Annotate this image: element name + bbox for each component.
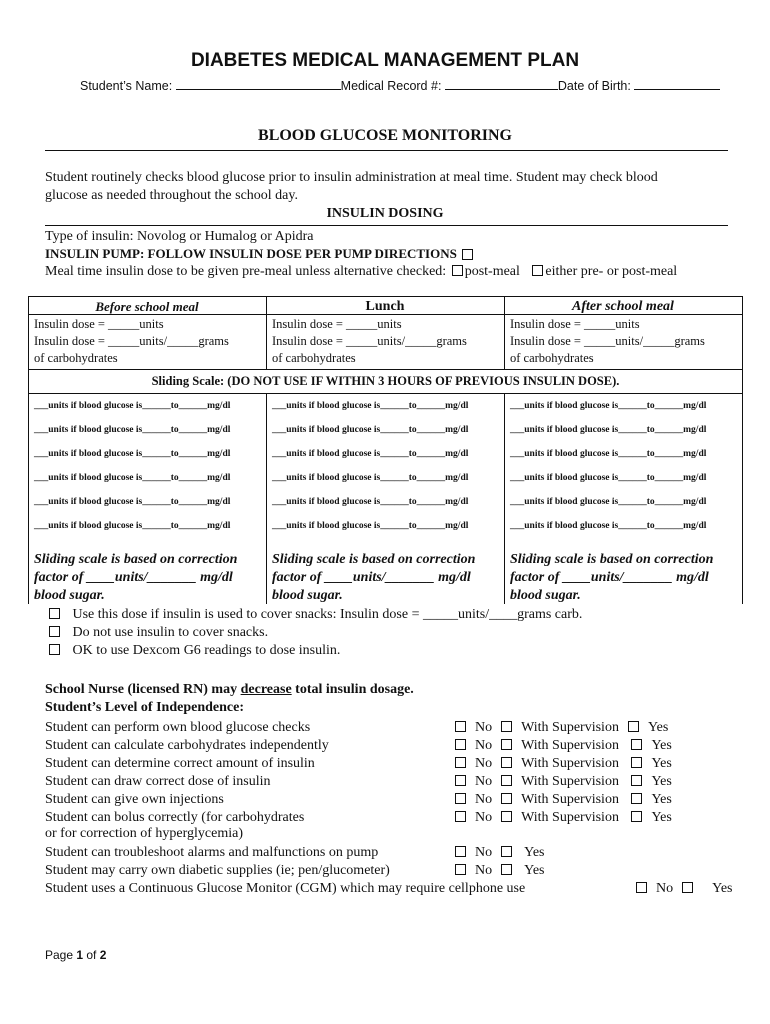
sliding-units-label: ___units if blood glucose is [510,401,619,411]
supplies-item: Student may carry own diabetic supplies (ie; pen/glucometer) [45,863,390,878]
supervision-label: With Supervision [521,774,619,789]
no-label: No [475,738,493,753]
no-checkbox[interactable] [636,882,647,893]
supervision-checkbox[interactable] [501,739,512,750]
correction-line: Sliding scale is based on correction [272,552,476,567]
correction-after [510,551,713,605]
sliding-to-label: ______to [618,401,655,411]
sliding-mgdl-label: ______mg/dl [178,521,231,531]
post-meal-label: post-meal [464,264,520,279]
no-checkbox[interactable] [455,793,466,804]
troubleshoot-options [453,845,544,861]
correction-line: factor of ____units/_______ mg/dl [510,570,709,585]
sliding-mgdl-label: ______mg/dl [654,473,707,483]
no-checkbox[interactable] [455,775,466,786]
yes-label: Yes [651,774,672,789]
yes-label: Yes [712,881,733,896]
either-label: either pre- or post-meal [545,264,678,279]
dob-field[interactable] [634,77,720,90]
yes-checkbox[interactable] [501,846,512,857]
no-checkbox[interactable] [455,864,466,875]
no-label: No [475,774,493,789]
sliding-to-label: ______to [618,497,655,507]
supervision-label: With Supervision [521,756,619,771]
supplies-options [453,863,544,879]
student-name-label: Student’s Name: [80,79,173,93]
monitoring-text-2: glucose as needed throughout the school day. [45,188,298,203]
yes-checkbox[interactable] [631,775,642,786]
correction-line: blood sugar. [510,588,581,603]
sliding-units-label: ___units if blood glucose is [34,401,143,411]
independence-item: Student can determine correct amount of insulin [45,756,315,771]
independence-item: Student can bolus correctly (for carbohydrates [45,810,305,825]
no-label: No [656,881,674,896]
monitoring-text-1: Student routinely checks blood glucose prior to insulin administration at meal time. Student may check blood [45,170,658,185]
student-name-field[interactable] [176,77,341,90]
sliding-scale-entry[interactable] [510,425,706,435]
no-checkbox[interactable] [455,846,466,857]
no-label: No [475,863,493,878]
table-border [28,394,29,604]
correction-line: blood sugar. [34,588,105,603]
correction-line: factor of ____units/_______ mg/dl [272,570,471,585]
meal-time-line [45,264,677,280]
sliding-to-label: ______to [380,473,417,483]
sliding-scale-entry[interactable] [272,401,468,411]
sliding-scale-entry[interactable] [510,497,706,507]
supervision-checkbox[interactable] [501,811,512,822]
sliding-to-label: ______to [618,425,655,435]
dose-line: Insulin dose = _____units/_____grams [34,334,229,348]
sliding-to-label: ______to [142,521,179,531]
dose-line: Insulin dose = _____units [272,317,402,331]
cgm-options [634,881,732,897]
sliding-mgdl-label: ______mg/dl [178,425,231,435]
sliding-scale-entry[interactable] [510,449,706,459]
troubleshoot-item: Student can troubleshoot alarms and malfunctions on pump [45,845,379,860]
independence-item: Student can draw correct dose of insulin [45,774,271,789]
independence-options [453,756,672,772]
sliding-to-label: ______to [380,521,417,531]
sliding-to-label: ______to [380,497,417,507]
sliding-scale-entry[interactable] [272,497,468,507]
yes-checkbox[interactable] [631,739,642,750]
sliding-scale-header: Sliding Scale: (DO NOT USE IF WITHIN 3 HOURS OF PREVIOUS INSULIN DOSE). [151,374,620,388]
dose-line: Insulin dose = _____units/_____grams [272,334,467,348]
sliding-mgdl-label: ______mg/dl [654,521,707,531]
sliding-scale-entry[interactable] [272,449,468,459]
correction-line: Sliding scale is based on correction [510,552,714,567]
sliding-mgdl-label: ______mg/dl [178,449,231,459]
sliding-scale-entry[interactable] [510,401,706,411]
sliding-mgdl-label: ______mg/dl [416,521,469,531]
sliding-units-label: ___units if blood glucose is [34,449,143,459]
dose-line: of carbohydrates [510,351,594,365]
sliding-scale-entry[interactable] [272,521,468,531]
sliding-to-label: ______to [142,401,179,411]
sliding-mgdl-label: ______mg/dl [416,449,469,459]
correction-line: factor of ____units/_______ mg/dl [34,570,233,585]
sliding-units-label: ___units if blood glucose is [34,473,143,483]
page-of: of [83,948,100,962]
dose-cell-lunch[interactable] [272,316,467,367]
dose-line: Insulin dose = _____units [34,317,164,331]
supervision-label: With Supervision [521,738,619,753]
sliding-units-label: ___units if blood glucose is [34,425,143,435]
snack-option-3 [47,643,340,659]
dose-line: Insulin dose = _____units [510,317,640,331]
yes-checkbox[interactable] [501,864,512,875]
sliding-units-label: ___units if blood glucose is [510,473,619,483]
page-number [45,948,106,962]
snack-option-checkbox[interactable] [49,626,60,637]
sliding-to-label: ______to [380,425,417,435]
sliding-units-label: ___units if blood glucose is [272,521,381,531]
sliding-mgdl-label: ______mg/dl [416,473,469,483]
bolus-continuation: or for correction of hyperglycemia) [45,826,243,841]
insulin-type-line: Type of insulin: Novolog or Humalog or Apidra [45,229,314,244]
no-checkbox[interactable] [455,811,466,822]
independence-item: Student can give own injections [45,792,224,807]
yes-checkbox[interactable] [628,721,639,732]
sliding-scale-entry[interactable] [34,473,230,483]
yes-label: Yes [524,863,545,878]
pump-line [45,246,475,262]
document-title: DIABETES MEDICAL MANAGEMENT PLAN [190,50,580,71]
sliding-mgdl-label: ______mg/dl [654,425,707,435]
sliding-scale-entry[interactable] [272,473,468,483]
sliding-units-label: ___units if blood glucose is [510,449,619,459]
nurse-text: School Nurse (licensed RN) may [45,682,241,697]
either-checkbox[interactable] [532,265,543,276]
independence-options [453,720,668,736]
snack-option-1 [47,607,582,623]
sliding-units-label: ___units if blood glucose is [272,401,381,411]
sliding-units-label: ___units if blood glucose is [272,497,381,507]
sliding-to-label: ______to [380,401,417,411]
yes-checkbox[interactable] [631,757,642,768]
supervision-checkbox[interactable] [501,757,512,768]
sliding-to-label: ______to [142,473,179,483]
no-checkbox[interactable] [455,757,466,768]
no-label: No [475,720,493,735]
snack-option-label: Use this dose if insulin is used to cover snacks: Insulin dose = _____units/____grams carb. [72,607,583,622]
yes-label: Yes [651,756,672,771]
dob-label: Date of Birth: [557,79,631,93]
divider [45,150,728,151]
dose-cell-after[interactable] [510,316,705,367]
sliding-mgdl-label: ______mg/dl [178,497,231,507]
yes-checkbox[interactable] [631,793,642,804]
sliding-units-label: ___units if blood glucose is [510,425,619,435]
sliding-scale-entry[interactable] [34,425,230,435]
sliding-mgdl-label: ______mg/dl [654,401,707,411]
page-prefix: Page [45,948,77,962]
pump-text: INSULIN PUMP: FOLLOW INSULIN DOSE PER PUMP DIRECTIONS [45,246,457,261]
sliding-scale-entry[interactable] [34,401,230,411]
sliding-scale-entry[interactable] [510,521,706,531]
sliding-to-label: ______to [380,449,417,459]
correction-lunch [272,551,475,605]
post-meal-checkbox[interactable] [452,265,463,276]
student-id-line [80,77,720,93]
sliding-to-label: ______to [142,425,179,435]
sliding-units-label: ___units if blood glucose is [272,473,381,483]
sliding-scale-entry[interactable] [34,449,230,459]
supervision-label: With Supervision [521,792,619,807]
dose-line: of carbohydrates [34,351,118,365]
pump-checkbox[interactable] [462,249,473,260]
yes-label: Yes [524,845,545,860]
sliding-units-label: ___units if blood glucose is [34,497,143,507]
monitoring-heading: BLOOD GLUCOSE MONITORING [258,127,512,144]
sliding-mgdl-label: ______mg/dl [416,425,469,435]
sliding-mgdl-label: ______mg/dl [416,401,469,411]
no-checkbox[interactable] [455,721,466,732]
independence-item: Student can calculate carbohydrates independently [45,738,329,753]
page-total: 2 [99,948,107,962]
supervision-checkbox[interactable] [501,721,512,732]
correction-line: Sliding scale is based on correction [34,552,238,567]
supervision-label: With Supervision [521,810,619,825]
no-label: No [475,756,493,771]
nurse-line [45,682,414,698]
supervision-label: With Supervision [521,720,619,735]
divider [45,225,728,226]
page-current: 1 [76,948,84,962]
snack-option-2 [47,625,268,641]
sliding-to-label: ______to [618,521,655,531]
table-border [266,394,267,604]
sliding-units-label: ___units if blood glucose is [510,497,619,507]
meal-time-text: Meal time insulin dose to be given pre-meal unless alternative checked: [45,264,447,279]
independence-options [453,738,672,754]
col-header-after-school: After school meal [572,299,674,314]
no-label: No [475,810,493,825]
sliding-scale-entry[interactable] [34,497,230,507]
cgm-item: Student uses a Continuous Glucose Monitor (CGM) which may require cellphone use [45,881,526,896]
yes-checkbox[interactable] [682,882,693,893]
independence-heading: Student’s Level of Independence: [45,700,244,715]
table-border [742,394,743,604]
nurse-text: total insulin dosage. [291,682,414,697]
col-header-lunch: Lunch [365,299,405,314]
sliding-units-label: ___units if blood glucose is [272,449,381,459]
sliding-mgdl-label: ______mg/dl [178,401,231,411]
sliding-units-label: ___units if blood glucose is [34,521,143,531]
correction-before [34,551,237,605]
yes-label: Yes [651,792,672,807]
sliding-mgdl-label: ______mg/dl [654,449,707,459]
sliding-to-label: ______to [142,497,179,507]
snack-option-label: OK to use Dexcom G6 readings to dose insulin. [72,643,341,658]
yes-label: Yes [651,810,672,825]
correction-line: blood sugar. [272,588,343,603]
no-checkbox[interactable] [455,739,466,750]
sliding-to-label: ______to [618,449,655,459]
independence-options [453,810,672,826]
supervision-checkbox[interactable] [501,775,512,786]
snack-option-checkbox[interactable] [49,608,60,619]
independence-item: Student can perform own blood glucose checks [45,720,311,735]
sliding-mgdl-label: ______mg/dl [416,497,469,507]
sliding-to-label: ______to [618,473,655,483]
col-header-before-school: Before school meal [95,299,199,314]
sliding-units-label: ___units if blood glucose is [510,521,619,531]
sliding-units-label: ___units if blood glucose is [272,425,381,435]
yes-label: Yes [647,720,669,735]
no-label: No [475,845,493,860]
independence-options [453,792,672,808]
sliding-scale-entry[interactable] [272,425,468,435]
no-label: No [475,792,493,807]
supervision-checkbox[interactable] [501,793,512,804]
sliding-mgdl-label: ______mg/dl [654,497,707,507]
dose-line: Insulin dose = _____units/_____grams [510,334,705,348]
sliding-mgdl-label: ______mg/dl [178,473,231,483]
sliding-to-label: ______to [142,449,179,459]
sliding-scale-entry[interactable] [510,473,706,483]
table-border [504,394,505,604]
dosing-heading: INSULIN DOSING [326,206,444,221]
independence-options [453,774,672,790]
yes-checkbox[interactable] [631,811,642,822]
medical-record-label: Medical Record #: [340,79,442,93]
snack-option-checkbox[interactable] [49,644,60,655]
sliding-scale-entry[interactable] [34,521,230,531]
yes-label: Yes [651,738,672,753]
medical-record-field[interactable] [445,77,558,90]
dose-cell-before[interactable] [34,316,229,367]
nurse-emphasis: decrease [240,682,292,697]
dose-line: of carbohydrates [272,351,356,365]
snack-option-label: Do not use insulin to cover snacks. [72,625,269,640]
